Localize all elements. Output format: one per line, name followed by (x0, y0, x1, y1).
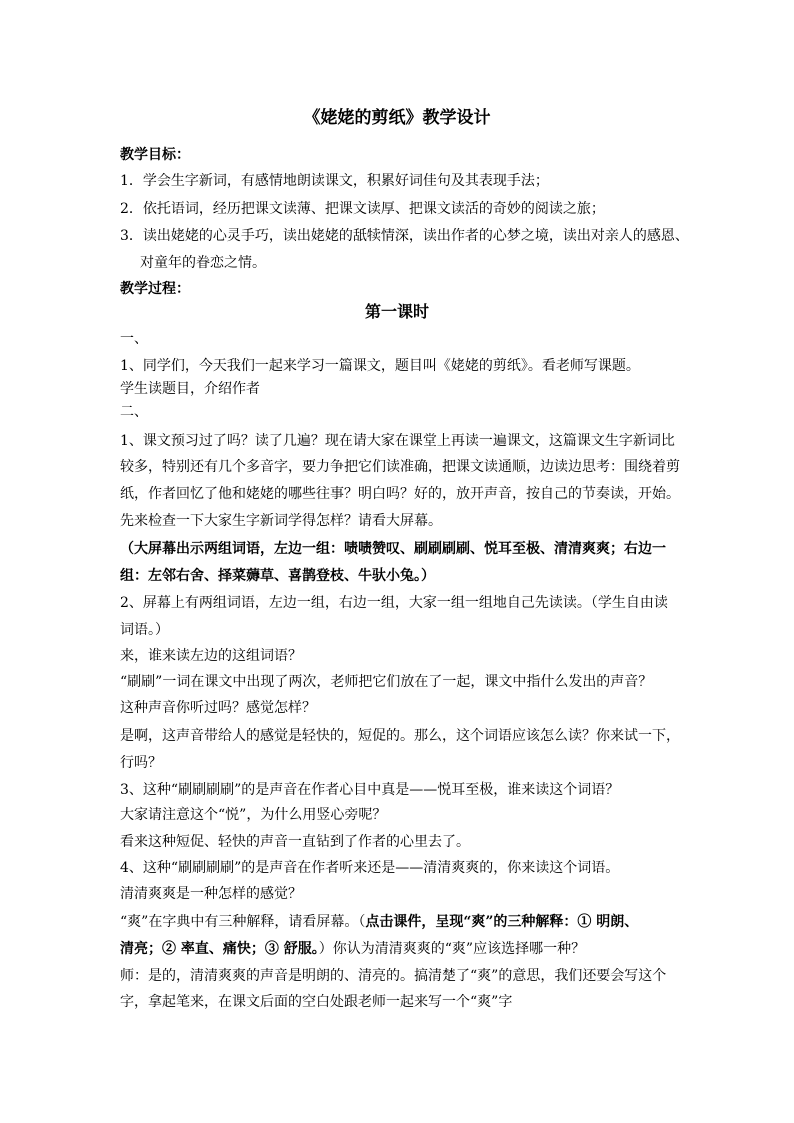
body-line: 较多，特别还有几个多音字，要力争把它们读准确，把课文读通顺，边读边思考：围绕着剪 (120, 459, 680, 475)
body-line: 师：是的，清清爽爽的声音是明朗的、清亮的。搞清楚了“爽”的意思，我们还要会写这个 (120, 968, 667, 984)
body-text: ）你认为清清爽爽的“爽”应该选择哪一种？ (318, 941, 586, 957)
section-marker-1: 一、 (120, 331, 148, 347)
body-text: “爽”在字典中有三种解释，请看屏幕。（ (120, 914, 366, 930)
body-line: 是啊，这声音带给人的感觉是轻快的，短促的。那么，这个词语应该怎么读？你来试一下， (120, 728, 680, 744)
body-line-mixed (120, 911, 680, 933)
body-line: 看来这种短促、轻快的声音一直钻到了作者的心里去了。 (120, 834, 470, 850)
emphasis-text: 清亮；② 率直、痛快；③ 舒服。 (120, 941, 319, 957)
screen-words-line: （大屏幕出示两组词语，左边一组：啧啧赞叹、刷刷刷刷、悦耳至极、清清爽爽；右边一 (120, 541, 666, 557)
goals-heading: 教学目标： (120, 147, 190, 163)
goal-line-1: 1．学会生字新词，有感情地朗读课文，积累好词佳句及其表现手法； (120, 173, 549, 189)
body-line: 1、同学们，今天我们一起来学习一篇课文，题目叫《姥姥的剪纸》。看老师写课题。 (120, 358, 640, 374)
body-line: 3、这种“刷刷刷刷”的是声音在作者心目中真是——悦耳至极，谁来读这个词语？ (120, 782, 620, 798)
body-line: 4、这种“刷刷刷刷”的是声音在作者听来还是——清清爽爽的，你来读这个词语。 (120, 860, 620, 876)
body-line: 1、课文预习过了吗？读了几遍？现在请大家在课堂上再读一遍课文，这篇课文生字新词比 (120, 433, 675, 449)
body-line: 2、屏幕上有两组词语，左边一组，右边一组，大家一组一组地自己先读读。（学生自由读 (120, 595, 668, 611)
process-heading: 教学过程： (120, 281, 190, 297)
emphasis-text: 点击课件，呈现“爽”的三种解释：① 明朗、 (365, 914, 639, 930)
screen-words-line: 组：左邻右舍、择菜薅草、喜鹊登枝、牛驮小兔。） (120, 568, 435, 584)
body-line: 纸，作者回忆了他和姥姥的哪些往事？明白吗？好的，放开声音，按自己的节奏读，开始。 (120, 486, 680, 502)
body-line: 这种声音你听过吗？感觉怎样？ (120, 700, 316, 716)
goal-line-3: 3．读出姥姥的心灵手巧，读出姥姥的舐犊情深，读出作者的心梦之境，读出对亲人的感恩、 (120, 228, 689, 244)
goal-line-2: 2．依托语词，经历把课文读薄、把课文读厚、把课文读活的奇妙的阅读之旅； (120, 201, 605, 217)
lesson-title: 第一课时 (364, 302, 429, 321)
body-line: 来，谁来读左边的这组词语？ (120, 648, 302, 664)
body-line: 行吗？ (120, 755, 162, 771)
body-line: 学生读题目，介绍作者 (120, 381, 260, 397)
body-line: “刷刷”一词在课文中出现了两次，老师把它们放在了一起，课文中指什么发出的声音？ (120, 674, 653, 690)
goal-line-4: 对童年的眷恋之情。 (140, 255, 266, 271)
body-line: 字，拿起笔来，在课文后面的空白处跟老师一起来写一个“爽”字 (120, 994, 513, 1010)
document-title: 《姥姥的剪纸》教学设计 (303, 108, 491, 128)
section-marker-2: 二、 (120, 404, 148, 420)
body-line: 词语。） (120, 622, 169, 638)
body-line: 先来检查一下大家生字新词学得怎样？请看大屏幕。 (120, 513, 442, 529)
body-line: 大家请注意这个“悦”，为什么用竖心旁呢？ (120, 807, 387, 823)
body-line: 清清爽爽是一种怎样的感觉？ (120, 886, 302, 902)
body-line-mixed (120, 938, 680, 960)
